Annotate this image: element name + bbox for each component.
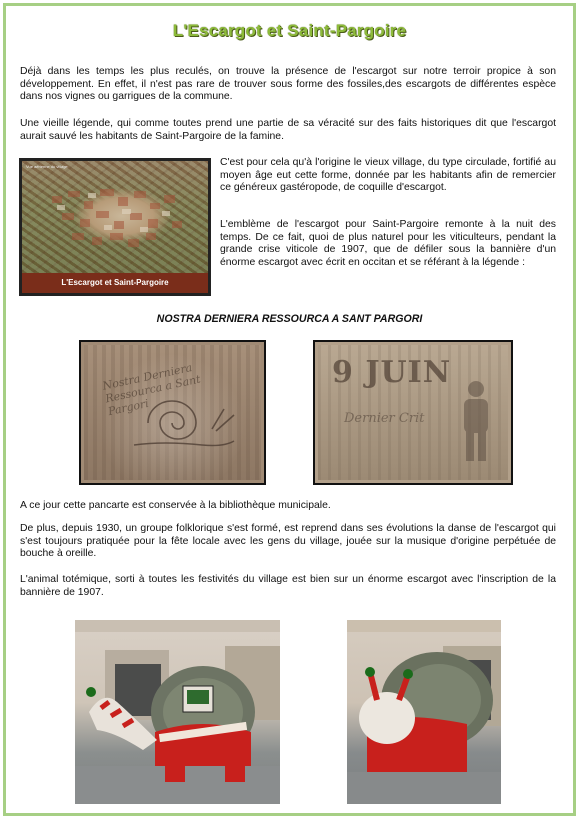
snail-float-photo-side xyxy=(73,618,282,806)
village-rooftops-graphic xyxy=(22,161,208,273)
snail-float-front-graphic xyxy=(347,620,501,804)
aerial-village-photo xyxy=(19,158,211,296)
paragraph-totem: L'animal totémique, sorti à toutes les festivités du village est bien sur un énorme escargot avec l'inscription de la bannière de 1907. xyxy=(20,574,556,598)
paragraph-legend: Une vieille légende, qui comme toutes prend une partie de sa véracité sur des faits historiques dit que l'escargot aurait sauvé les habitants de Saint-Pargoire de la famine. xyxy=(20,118,556,142)
snail-float-photo-front xyxy=(345,618,503,806)
banner-snail-text: Nostra Derniera Ressourca a Sant Pargori xyxy=(101,361,202,419)
paragraph-folklore: De plus, depuis 1930, un groupe folklorique s'est formé, est reprend dans ses évolutions la danse de l'escargot qui s'est toujours pratiquée pour la fête locale avec les gens du village, jouée sur la musique d'origine perpétuée de bouche à oreille. xyxy=(20,523,556,560)
figure-silhouette xyxy=(446,375,506,465)
banner-snail-photo xyxy=(79,340,266,485)
banner-date-photo xyxy=(313,340,513,485)
aerial-small-text: Vue aérienne du village xyxy=(26,164,68,169)
paragraph-circulade: C'est pour cela qu'à l'origine le vieux village, du type circulade, fortifié au moyen âge eut cette forme, donnée par les habitants afin de remercier ce généreux gastéropode, de coquille d'escargot. xyxy=(220,157,556,194)
paragraph-library: A ce jour cette pancarte est conservée à la bibliothèque municipale. xyxy=(20,500,331,511)
occitan-slogan: NOSTRA DERNIERA RESSOURCA A SANT PARGORI xyxy=(156,313,423,325)
page-title: L'Escargot et Saint-Pargoire xyxy=(172,21,407,40)
banner-snail-image xyxy=(84,345,261,480)
paragraph-emblem: L'emblème de l'escargot pour Saint-Pargoire remonte à la nuit des temps. De ce fait, quoi de plus naturel pour les viticulteurs, pendant la grande crise viticole de 1907, que de défiler sous la bannière d'un énorme escargot avec écrit en occitan et se référant à la légende : xyxy=(220,219,556,268)
banner-subtext: Dernier Crit xyxy=(344,411,425,426)
aerial-village-image xyxy=(22,161,208,273)
page-frame xyxy=(3,3,576,816)
banner-date-text: 9 JUIN xyxy=(332,355,452,390)
banner-date-image xyxy=(318,345,508,480)
aerial-caption: L'Escargot et Saint-Pargoire xyxy=(22,273,208,293)
snail-float-side-graphic xyxy=(75,620,280,804)
paragraph-intro: Déjà dans les temps les plus reculés, on trouve la présence de l'escargot sur notre terroir propice à son développement. En effet, il n'est pas rare de trouver sous forme des fossiles,des escargots de différentes espèce dans nos vignes ou garrigues de la commune. xyxy=(20,66,556,103)
